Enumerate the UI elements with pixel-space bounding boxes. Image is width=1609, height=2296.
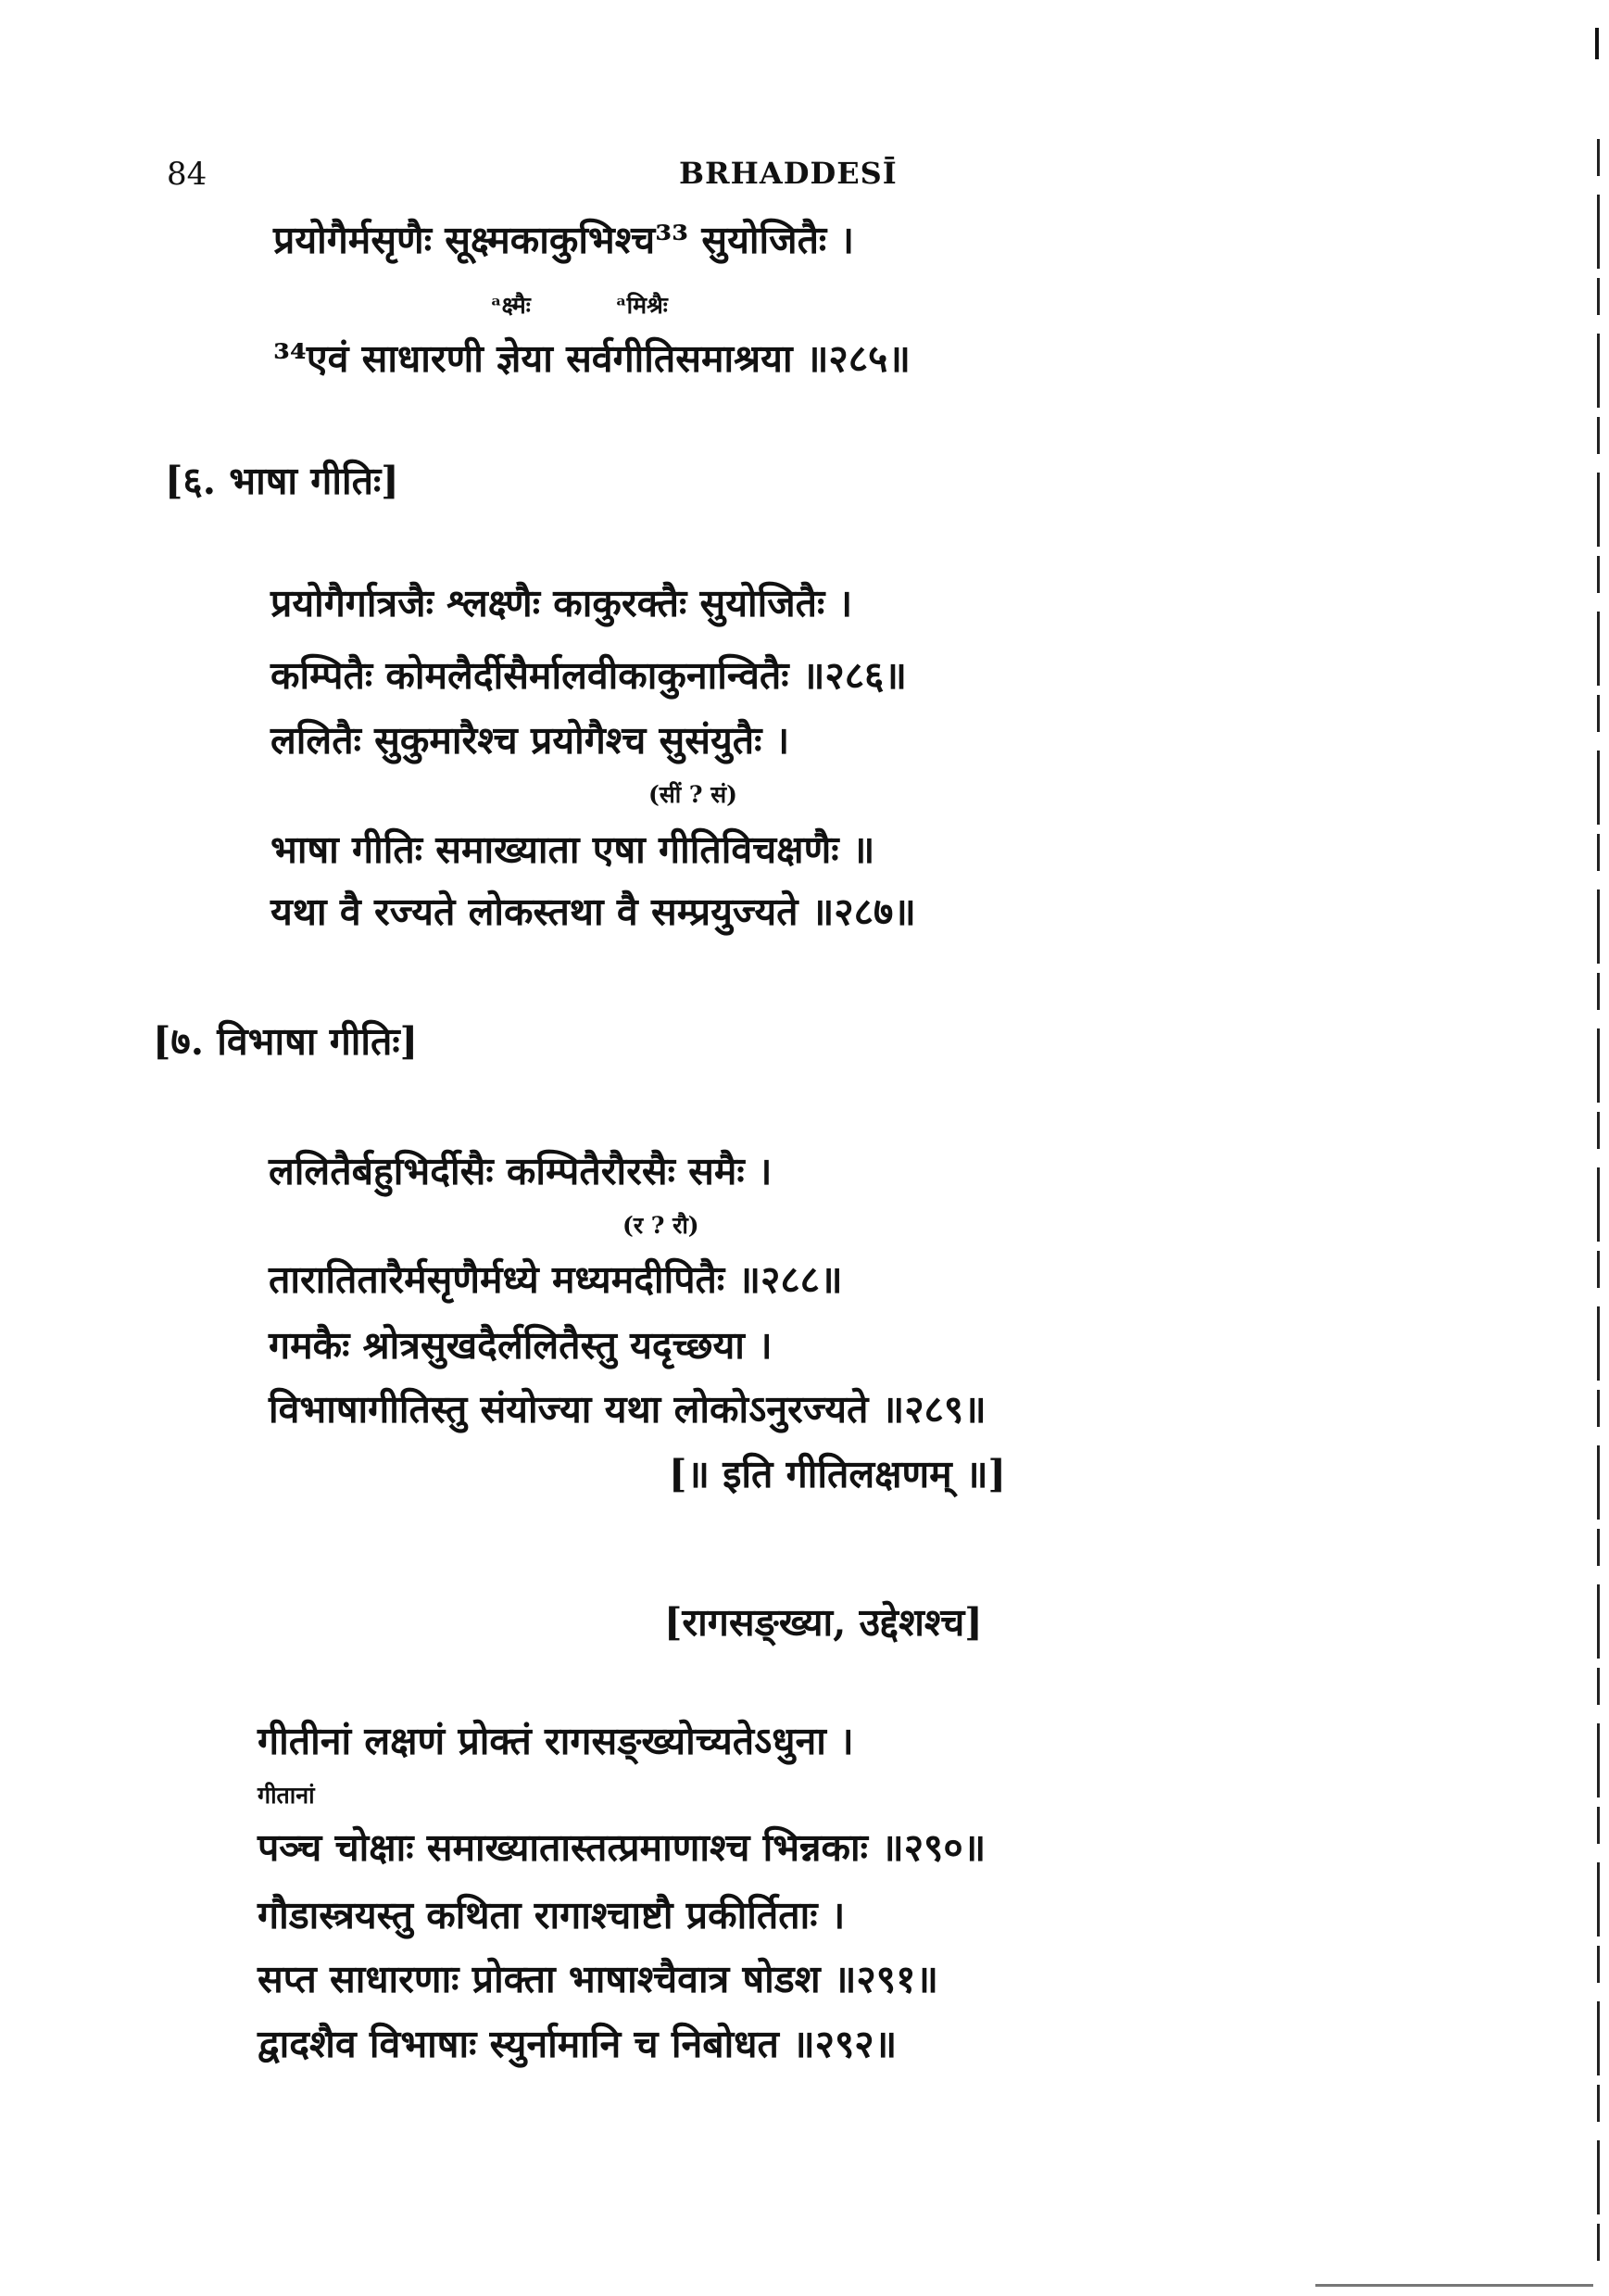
verse-line: प्रयोगैर्गात्रजैः श्लक्ष्णैः काकुरक्तैः सुयोजितैः । [270, 581, 853, 625]
section-heading: [७. विभाषा गीतिः] [153, 1019, 419, 1064]
scan-bottom-rule [1315, 2284, 1593, 2287]
margin-tick [1595, 28, 1599, 59]
variant-reading: ᵃमिश्रैः [616, 292, 668, 319]
page-number: 84 [167, 156, 207, 193]
verse-line: गौडास्त्रयस्तु कथिता रागाश्चाष्टौ प्रकीर्तिताः । [258, 1893, 846, 1937]
section-heading: [रागसङ्ख्या, उद्देशश्च] [664, 1600, 983, 1645]
variant-reading: ᵃक्ष्मैः [491, 292, 531, 319]
verse-line: सप्त साधारणाः प्रोक्ता भाषाश्चैवात्र षोडश ॥२९१॥ [258, 1957, 938, 2001]
verse-line: प्रयोगैर्मसृणैः सूक्ष्मकाकुभिश्च³³ सुयोजितैः । [273, 218, 855, 262]
verse-line: कम्पितैः कोमलैर्दीसैर्मालवीकाकुनान्वितैः ॥२८६॥ [270, 653, 907, 698]
verse-line: द्वादशैव विभाषाः स्युर्नामानि च निबोधत ॥२९२॥ [258, 2022, 898, 2066]
verse-line: यथा वै रज्यते लोकस्तथा वै सम्प्रयुज्यते ॥२८७॥ [270, 889, 916, 934]
verse-line: ललितैः सुकुमारैश्च प्रयोगैश्च सुसंयुतैः । [270, 718, 790, 763]
verse-line: पञ्च चोक्षाः समाख्यातास्तत्प्रमाणाश्च भिन्नकाः ॥२९०॥ [258, 1825, 987, 1870]
verse-line: ललितैर्बहुभिर्दीसैः कम्पितैरौरसैः समैः । [269, 1149, 773, 1193]
scan-edge-rule [1597, 139, 1600, 2270]
variant-reading: गीतानां [258, 1782, 315, 1809]
running-title: BRHADDESĪ [679, 156, 898, 191]
section-heading: [६. भाषा गीतिः] [165, 459, 399, 503]
verse-line: विभाषागीतिस्तु संयोज्या यथा लोकोऽनुरज्यते ॥२८९॥ [269, 1387, 987, 1432]
verse-line: गमकैः श्रोत्रसुखदैर्ललितैस्तु यदृच्छया । [269, 1323, 773, 1368]
variant-reading: (र ? रौ) [622, 1212, 699, 1239]
variant-reading: (सीं ? सं) [648, 781, 737, 808]
colophon-line: [॥ इति गीतिलक्षणम् ॥] [669, 1452, 1006, 1496]
verse-line: तारातितारैर्मसृणैर्मध्ये मध्यमदीपितैः ॥२८८॥ [269, 1257, 843, 1302]
verse-line: ³⁴एवं साधारणी ज्ञेया सर्वगीतिसमाश्रया ॥२८५॥ [273, 336, 911, 381]
verse-line: भाषा गीतिः समाख्याता एषा गीतिविचक्षणैः ॥ [270, 827, 875, 872]
verse-line: गीतीनां लक्षणं प्रोक्तं रागसङ्ख्योच्यतेऽधुना । [258, 1719, 854, 1763]
